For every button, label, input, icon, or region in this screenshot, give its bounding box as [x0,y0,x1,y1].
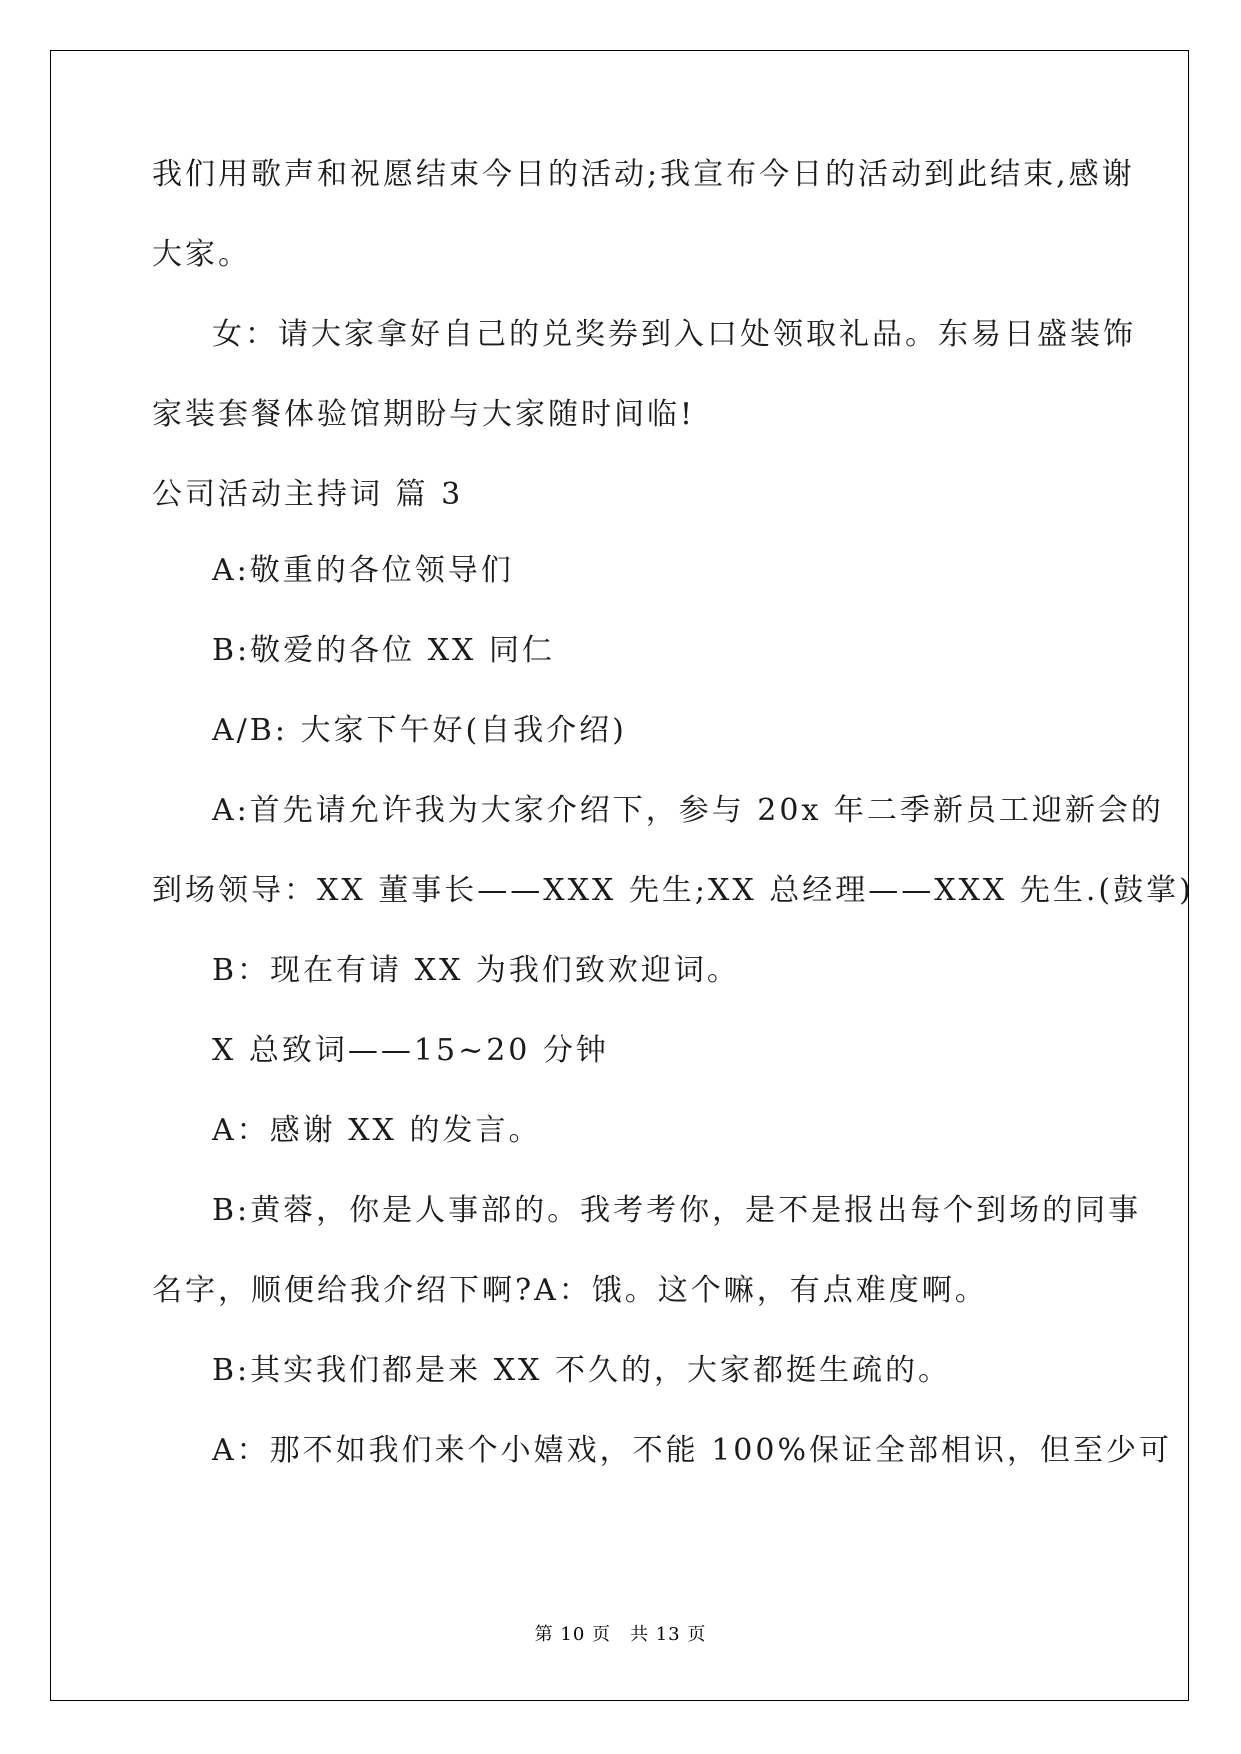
text-line: A:首先请允许我为大家介绍下，参与 20x 年二季新员工迎新会的 [212,793,1164,828]
section-heading: 公司活动主持词 篇 3 [152,477,464,512]
text-line: 家装套餐体验馆期盼与大家随时间临! [152,397,696,432]
text-line: A：感谢 XX 的发言。 [212,1113,542,1148]
text-line: B:其实我们都是来 XX 不久的，大家都挺生疏的。 [212,1353,951,1388]
text-line: 女：请大家拿好自己的兑奖券到入口处领取礼品。东易日盛装饰 [212,317,1136,352]
text-line: 名字，顺便给我介绍下啊?A：饿。这个嘛，有点难度啊。 [152,1273,988,1308]
text-line: 大家。 [152,237,251,272]
text-line: B:敬爱的各位 XX 同仁 [212,633,555,668]
text-line: A:敬重的各位领导们 [212,553,514,588]
page-number: 第 10 页 共 13 页 [534,1624,707,1645]
text-line: X 总致词——15~20 分钟 [212,1033,609,1068]
text-line: 我们用歌声和祝愿结束今日的活动;我宣布今日的活动到此结束,感谢 [152,157,1135,192]
text-line: B：现在有请 XX 为我们致欢迎词。 [212,953,740,988]
document-body [152,157,1194,1516]
text-line: B:黄蓉，你是人事部的。我考考你，是不是报出每个到场的同事 [212,1193,1142,1228]
text-line: A/B: 大家下午好(自我介绍) [212,713,627,748]
text-line: 到场领导：XX 董事长——XXX 先生;XX 总经理——XXX 先生.(鼓掌) [152,873,1194,908]
text-line: A：那不如我们来个小嬉戏，不能 100%保证全部相识，但至少可 [212,1433,1172,1468]
